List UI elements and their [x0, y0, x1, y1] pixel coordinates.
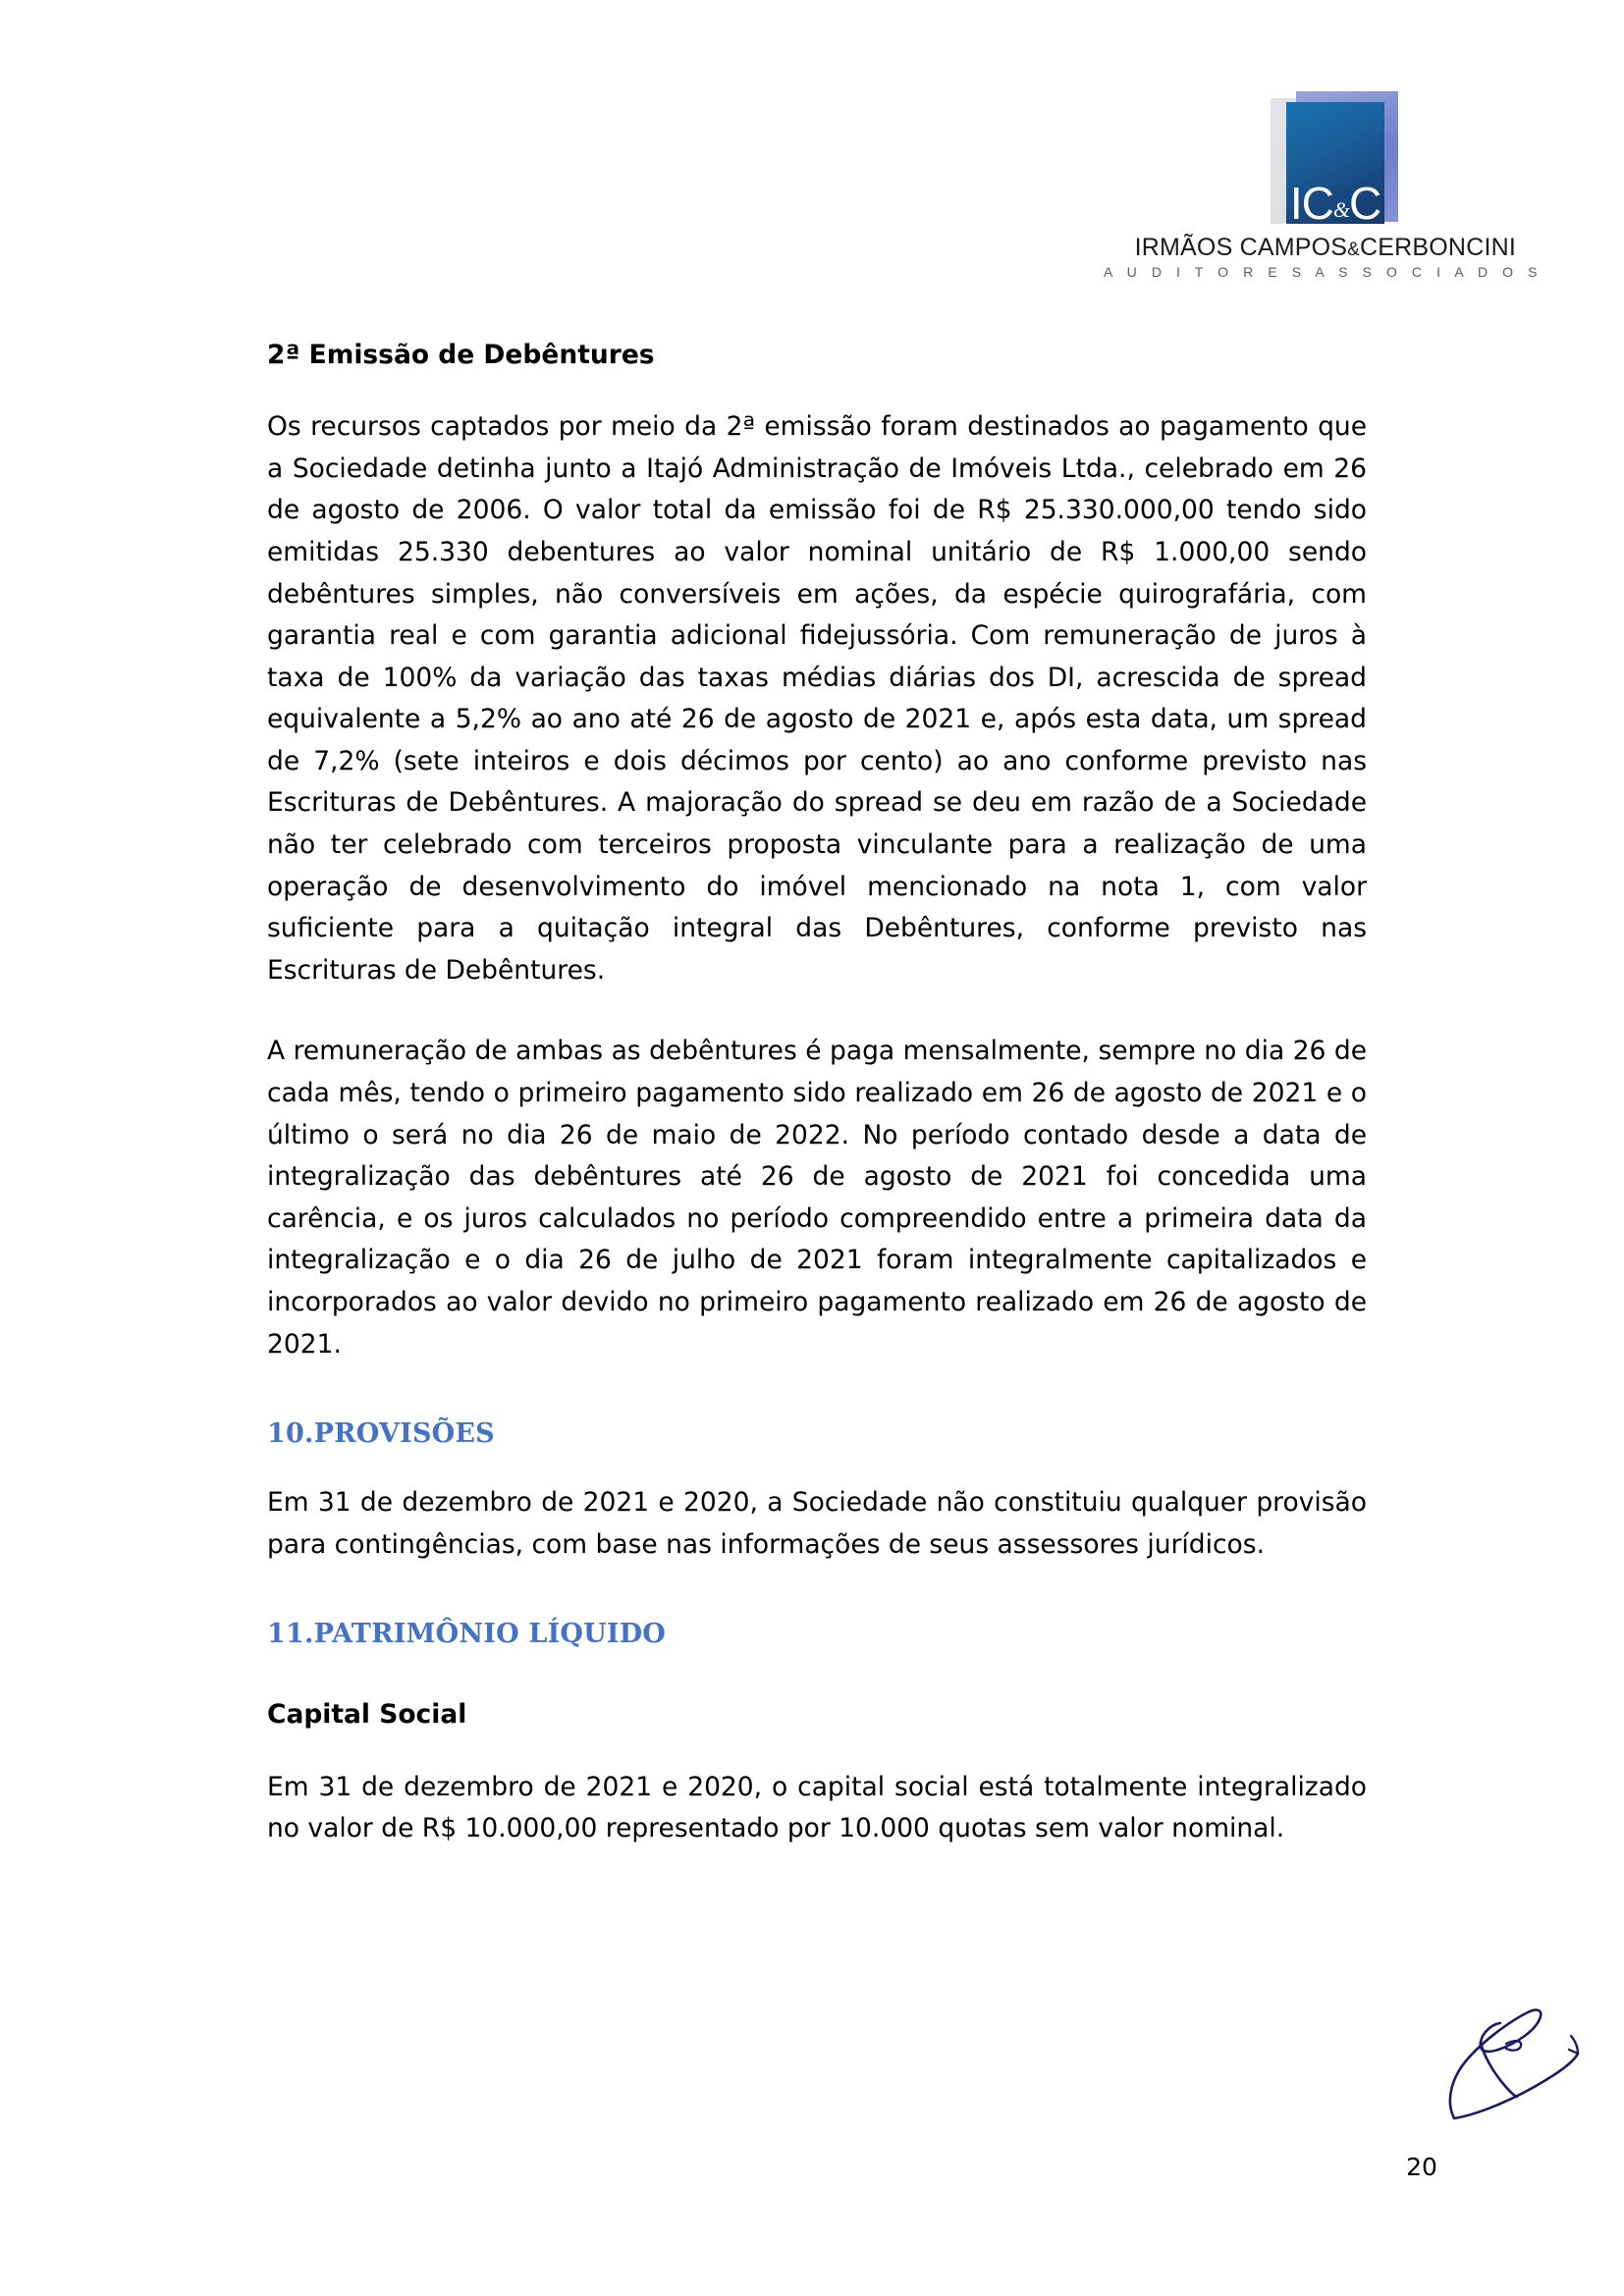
page-content — [267, 339, 1367, 1890]
logo-plate-navy — [1286, 102, 1384, 229]
logo-initials-c: C — [1348, 178, 1381, 229]
firm-name-ampersand: & — [1347, 240, 1361, 260]
firm-subtitle: A U D I T O R E S A S S O C I A D O S — [1104, 264, 1543, 280]
company-logo-mark — [1271, 86, 1408, 229]
section-number-10: 10. — [267, 1418, 314, 1450]
sub-heading-segunda-emissao: 2ª Emissão de Debêntures — [267, 340, 655, 370]
paragraph-capital-social: Em 31 de dezembro de 2021 e 2020, o capital social está totalmente integralizado no valor de R$ 10.000,00 representado por 10.000 quotas sem valor nominal. — [267, 1771, 1367, 1844]
letterhead — [1104, 86, 1543, 297]
section-heading-provisoes — [267, 1418, 1367, 1449]
logo-initials — [1286, 178, 1384, 229]
section-number-11: 11. — [267, 1619, 314, 1650]
firm-name-right: CERBONCINI — [1360, 234, 1516, 261]
section-title-provisoes: PROVISÕES — [313, 1418, 495, 1450]
firm-name-left: IRMÃOS CAMPOS — [1134, 234, 1348, 261]
section-title-patrimonio-liquido: PATRIMÔNIO LÍQUIDO — [313, 1619, 667, 1650]
paragraph-remuneracao: A remuneração de ambas as debêntures é paga mensalmente, sempre no dia 26 de cada mês, tendo o primeiro pagamento sido realizado em 26 de agosto de 2021 e o último o será no dia 26 de maio de 2022. No período contado desde a data de integralização das debêntures até 26 de agosto de 2021 foi concedida uma carência, e os juros calculados no período compreendido entre a primeira data da integralização e o dia 26 de julho de 2021 foram integralmente capitalizados e incorporados ao valor devido no primeiro pagamento realizado em 26 de agosto de 2021. — [267, 1036, 1367, 1360]
signature — [1422, 1993, 1608, 2150]
sub-heading-capital-social: Capital Social — [267, 1699, 467, 1731]
logo-initials-ic: IC — [1289, 178, 1333, 229]
signature-icon — [1422, 1993, 1608, 2150]
firm-name — [1104, 234, 1516, 262]
paragraph-segunda-emissao: Os recursos captados por meio da 2ª emissão foram destinados ao pagamento que a Sociedade detinha junto a Itajó Administração de Imóveis Ltda., celebrado em 26 de agosto de 2006. O valor total da emissão foi de R$ 25.330.000,00 tendo sido emitidas 25.330 debentures ao valor nominal unitário de R$ 1.000,00 sendo debêntures simples, não conversíveis em ações, da espécie quirografária, com garantia real e com garantia adicional fidejussória. Com remuneração de juros à taxa de 100% da variação das taxas médias diárias dos DI, acrescida de spread equivalente a 5,2% ao ano até 26 de agosto de 2021 e, após esta data, um spread de 7,2% (sete inteiros e dois décimos por cento) ao ano conforme previsto nas Escrituras de Debêntures. A majoração do spread se deu em razão de a Sociedade não ter celebrado com terceiros proposta vinculante para a realização de uma operação de desenvolvimento do imóvel mencionado na nota 1, com valor suficiente para a quitação integral das Debêntures, conforme previsto nas Escrituras de Debêntures. — [267, 411, 1367, 986]
section-heading-patrimonio-liquido — [267, 1619, 1367, 1649]
logo-ampersand-icon: & — [1332, 197, 1349, 222]
page-number: 20 — [1406, 2153, 1437, 2181]
paragraph-provisoes: Em 31 de dezembro de 2021 e 2020, a Sociedade não constituiu qualquer provisão para contingências, com base nas informações de seus assessores jurídicos. — [267, 1487, 1367, 1560]
